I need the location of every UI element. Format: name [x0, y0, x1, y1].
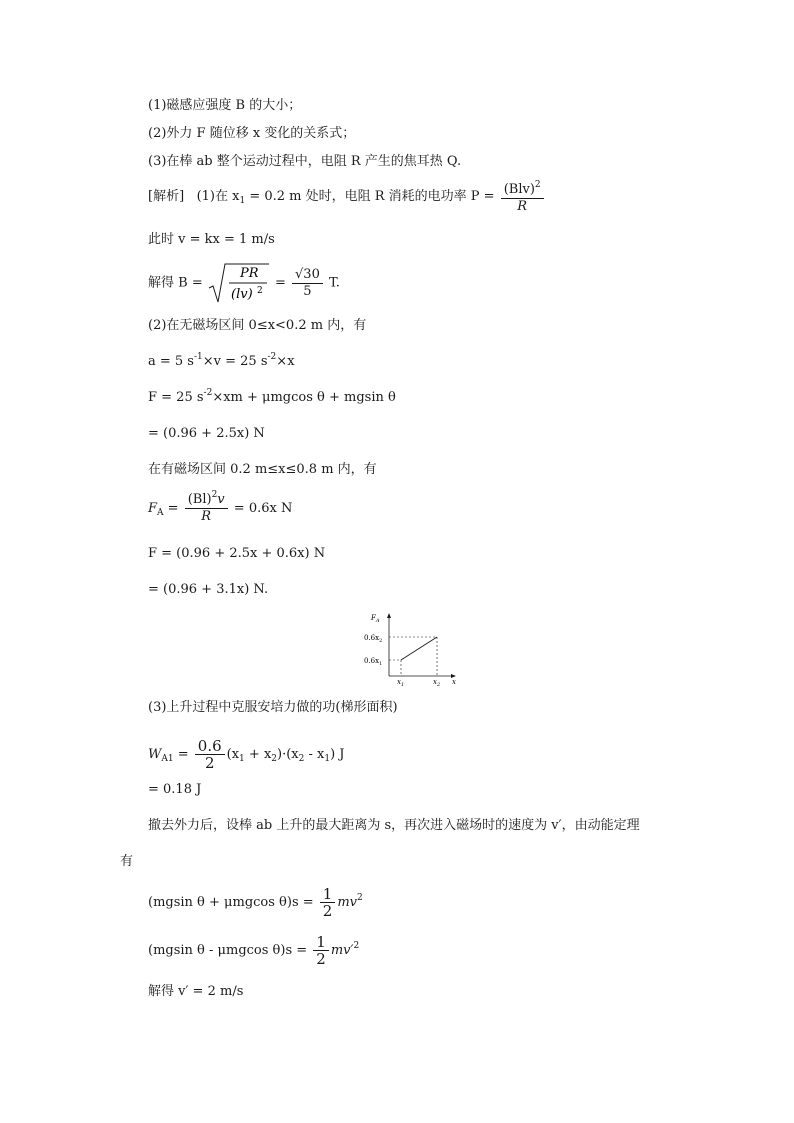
- work-line: $W_{A1}$ = $\frac{0.6}{2}$ $(x_1 + x_2)\cdot(x_2 - x_1)$ J: [148, 737, 345, 772]
- sqrt-denominator: (lv): [230, 287, 253, 302]
- velocity-line: 此时 v = kx = 1 m/s: [148, 232, 275, 247]
- power-numerator: (Blv): [503, 182, 535, 197]
- part2-intro-2: 在有磁场区间 0.2 m≤x≤0.8 m 内，有: [148, 462, 377, 477]
- subscript: 1: [239, 196, 246, 206]
- ampere-force-line: $F_A$ = $\frac{(Bl)^2v}{R}$ = 0.6x N: [148, 490, 293, 524]
- part3-intro: (3)上升过程中克服安培力做的功(梯形面积): [148, 700, 398, 715]
- y-axis-arrow: [387, 613, 391, 618]
- y-tick-low: $0.6x_1$: [364, 657, 383, 667]
- solution-1-line: [148, 180, 546, 213]
- solution-1-text-2: = 0.2 m 处时，电阻 R 消耗的电功率 P =: [245, 189, 499, 204]
- force-result-1: = (0.96 + 2.5x) N: [148, 426, 265, 441]
- question-2: (2)外力 F 随位移 x 变化的关系式；: [148, 126, 356, 141]
- paragraph-continued: 有: [120, 854, 134, 869]
- energy-eq-2: (mgsin θ - μmgcos θ)s = $\frac{1}{2}$ $mv'^2$: [148, 933, 360, 968]
- force-line: [401, 637, 437, 660]
- b-value-denominator: 5: [303, 283, 312, 299]
- question-3: (3)在棒 ab 整个运动过程中，电阻 R 产生的焦耳热 Q.: [148, 154, 462, 169]
- force-line-1: F = 25 $s^{-2}\times xm + \mu mgcos$ θ + mgsin θ: [148, 388, 396, 405]
- b-prefix: 解得 B =: [148, 275, 207, 291]
- force-displacement-graph: [355, 610, 465, 686]
- force-result-2: = (0.96 + 3.1x) N.: [148, 582, 269, 597]
- svg-text:2: 2: [256, 286, 263, 296]
- energy-eq-1: (mgsin θ + μmgcos θ)s = $\frac{1}{2}$ $mv^2$: [148, 885, 363, 920]
- y-tick-high: $0.6x_2$: [364, 634, 383, 644]
- sqrt-numerator: PR: [239, 266, 259, 281]
- b-equals: =: [270, 275, 291, 291]
- power-denominator: R: [517, 199, 528, 214]
- y-axis-label: $F_A$: [371, 614, 380, 624]
- b-value-numerator: √30: [292, 267, 323, 284]
- b-unit: T.: [324, 275, 340, 291]
- solution-1-text: (1)在 x: [196, 189, 240, 204]
- work-result: = 0.18 J: [148, 782, 202, 797]
- paragraph: 撤去外力后，设棒 ab 上升的最大距离为 s，再次进入磁场时的速度为 v′，由动能定理: [148, 818, 640, 833]
- x-axis-label: x: [452, 678, 456, 686]
- b-result-line: [148, 262, 340, 304]
- force-line-2: F = (0.96 + 2.5x + 0.6x) N: [148, 546, 326, 561]
- ampere-force-fraction: $\frac{(Bl)^2v}{R}$: [185, 492, 228, 525]
- part2-intro: (2)在无磁场区间 0≤x<0.2 m 内，有: [148, 318, 367, 333]
- x-tick-2: $x_2$: [433, 678, 441, 686]
- solution-heading: [解析]: [148, 189, 185, 204]
- question-1: (1)磁感应强度 B 的大小；: [148, 98, 302, 113]
- b-value-fraction: [292, 267, 323, 300]
- power-fraction: $\frac{(Blv)^2}{R}$: [501, 182, 544, 215]
- sqrt-symbol: [207, 262, 271, 304]
- x-tick-1: $x_1$: [397, 678, 405, 686]
- sqrt-expression: [207, 262, 271, 304]
- final-result: 解得 v′ = 2 m/s: [148, 984, 244, 999]
- acceleration-line: a = 5 $s^{-1}\times v = 25$ $s^{-2}\times x$: [148, 352, 295, 369]
- work-fraction: $\frac{0.6}{2}$: [195, 738, 225, 771]
